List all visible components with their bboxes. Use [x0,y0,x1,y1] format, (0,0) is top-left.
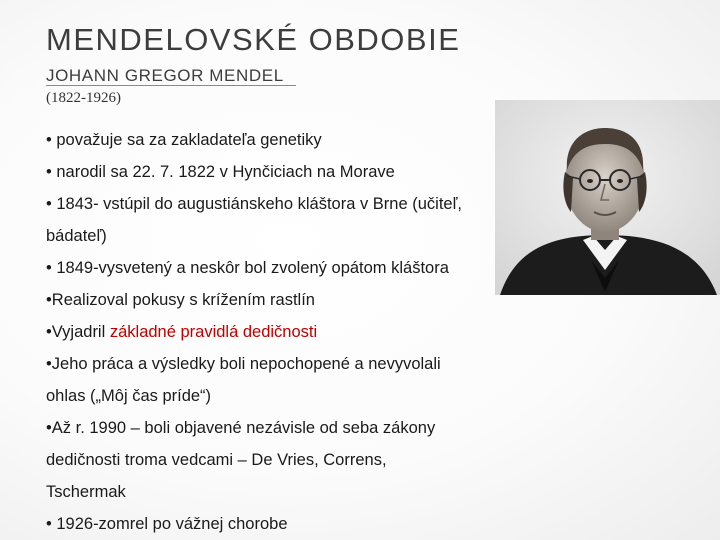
bullet-item-continuation: ohlas („Môj čas príde“) [46,387,212,405]
bullet-item: • 1843- vstúpil do augustiánskeho kláštora v Brne (učiteľ, [46,195,462,213]
bullet-item-continuation: bádateľ) [46,227,107,245]
life-years: (1822-1926) [46,90,121,106]
portrait-photo [495,100,720,295]
bullet-item: • 1849-vysvetený a neskôr bol zvolený opátom kláštora [46,259,449,277]
bullet-item: • 1926-zomrel po vážnej chorobe [46,515,288,533]
bullet-item-continuation: dedičnosti troma vedcami – De Vries, Correns, [46,451,387,469]
highlighted-text: základné pravidlá dedičnosti [109,323,318,341]
bullet-item: • považuje sa za zakladateľa genetiky [46,131,322,149]
slide-subtitle: JOHANN GREGOR MENDEL [46,66,284,85]
title-divider [46,85,296,86]
bullet-list [46,124,516,540]
bullet-item: •Jeho práca a výsledky boli nepochopené a nevyvolali [46,355,441,373]
bullet-item [46,316,516,348]
bullet-item-continuation: Tschermak [46,483,126,501]
bullet-item: • narodil sa 22. 7. 1822 v Hynčiciach na Morave [46,163,395,181]
bullet-item: •Realizoval pokusy s krížením rastlín [46,291,315,309]
slide-title: MENDELOVSKÉ OBDOBIE [46,22,461,57]
bullet-text: •Vyjadril [46,323,110,341]
bullet-item: •Až r. 1990 – boli objavené nezávisle od seba zákony [46,419,436,437]
